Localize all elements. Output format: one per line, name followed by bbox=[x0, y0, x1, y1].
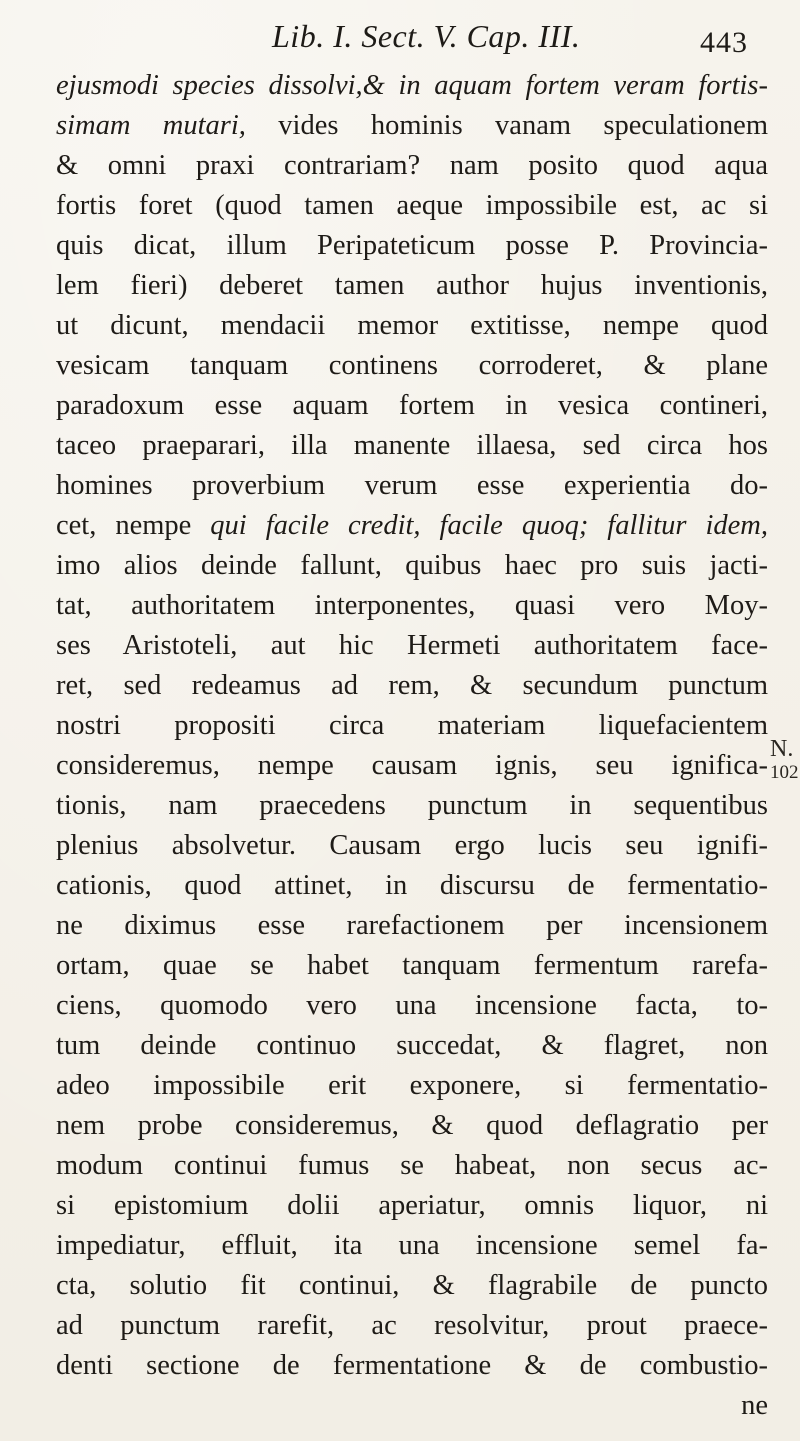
text-line bbox=[56, 826, 768, 866]
text-segment: vesicam tanquam continens corroderet, & plane bbox=[56, 350, 768, 381]
text-line bbox=[56, 426, 768, 466]
text-segment: vides hominis vanam speculationem bbox=[278, 110, 768, 141]
italic-text-segment: simam mutari, bbox=[56, 110, 279, 141]
text-line bbox=[56, 906, 768, 946]
text-line bbox=[56, 546, 768, 586]
italic-text-segment: ejusmodi species dissolvi,& in aquam fortem veram fortis- bbox=[56, 70, 768, 101]
text-line bbox=[56, 1226, 768, 1266]
text-line bbox=[56, 186, 768, 226]
text-segment: denti sectione de fermentatione & de combustio- bbox=[56, 1350, 768, 1381]
text-segment: taceo praeparari, illa manente illaesa, sed circa hos bbox=[56, 430, 768, 461]
text-line bbox=[56, 986, 768, 1026]
text-line bbox=[56, 386, 768, 426]
text-line bbox=[56, 1186, 768, 1226]
text-segment: imo alios deinde fallunt, quibus haec pro suis jacti- bbox=[56, 550, 768, 581]
text-segment: ne bbox=[741, 1390, 768, 1421]
text-line bbox=[56, 1386, 768, 1426]
text-segment: ortam, quae se habet tanquam fermentum rarefa- bbox=[56, 950, 768, 981]
text-line bbox=[56, 786, 768, 826]
text-line bbox=[56, 1106, 768, 1146]
text-line bbox=[56, 506, 768, 546]
running-head bbox=[0, 16, 800, 64]
text-segment: nostri propositi circa materiam liquefacientem bbox=[56, 710, 768, 741]
text-segment: plenius absolvetur. Causam ergo lucis seu ignifi- bbox=[56, 830, 768, 861]
text-segment: paradoxum esse aquam fortem in vesica contineri, bbox=[56, 390, 768, 421]
text-line bbox=[56, 106, 768, 146]
text-line bbox=[56, 586, 768, 626]
text-line bbox=[56, 1146, 768, 1186]
margin-note-number: 102 bbox=[770, 762, 799, 783]
text-line bbox=[56, 666, 768, 706]
text-segment: ut dicunt, mendacii memor extitisse, nempe quod bbox=[56, 310, 768, 341]
text-line bbox=[56, 706, 768, 746]
text-segment: adeo impossibile erit exponere, si fermentatio- bbox=[56, 1070, 768, 1101]
text-segment: homines proverbium verum esse experientia do- bbox=[56, 470, 768, 501]
text-segment: tat, authoritatem interponentes, quasi vero Moy- bbox=[56, 590, 768, 621]
text-line bbox=[56, 1026, 768, 1066]
text-line bbox=[56, 1266, 768, 1306]
running-title: Lib. I. Sect. V. Cap. III. bbox=[272, 18, 581, 54]
text-segment: quis dicat, illum Peripateticum posse P. Provincia- bbox=[56, 230, 768, 261]
text-line bbox=[56, 946, 768, 986]
text-segment: si epistomium dolii aperiatur, omnis liquor, ni bbox=[56, 1190, 768, 1221]
text-segment: ses Aristoteli, aut hic Hermeti authoritatem face- bbox=[56, 630, 768, 661]
text-segment: modum continui fumus se habeat, non secus ac- bbox=[56, 1150, 768, 1181]
text-line bbox=[56, 66, 768, 106]
body-text bbox=[56, 66, 768, 1426]
text-segment: consideremus, nempe causam ignis, seu ignifica- bbox=[56, 750, 768, 781]
text-line bbox=[56, 266, 768, 306]
text-segment: ad punctum rarefit, ac resolvitur, prout praece- bbox=[56, 1310, 768, 1341]
text-line bbox=[56, 466, 768, 506]
text-line bbox=[56, 1306, 768, 1346]
text-segment: tum deinde continuo succedat, & flagret, non bbox=[56, 1030, 768, 1061]
text-line bbox=[56, 1346, 768, 1386]
text-segment: cet, nempe bbox=[56, 510, 211, 541]
text-line bbox=[56, 346, 768, 386]
text-segment: lem fieri) deberet tamen author hujus inventionis, bbox=[56, 270, 768, 301]
text-segment: cta, solutio fit continui, & flagrabile de puncto bbox=[56, 1270, 768, 1301]
text-segment: ciens, quomodo vero una incensione facta, to- bbox=[56, 990, 768, 1021]
text-segment: cationis, quod attinet, in discursu de fermentatio- bbox=[56, 870, 768, 901]
text-line bbox=[56, 226, 768, 266]
text-line bbox=[56, 306, 768, 346]
text-line bbox=[56, 1066, 768, 1106]
text-line bbox=[56, 866, 768, 906]
text-line bbox=[56, 626, 768, 666]
text-segment: fortis foret (quod tamen aeque impossibile est, ac si bbox=[56, 190, 768, 221]
text-line bbox=[56, 746, 768, 786]
page-number: 443 bbox=[700, 26, 748, 59]
italic-text-segment: qui facile credit, facile quoq; fallitur idem, bbox=[210, 510, 768, 541]
text-segment: nem probe consideremus, & quod deflagratio per bbox=[56, 1110, 768, 1141]
text-segment: tionis, nam praecedens punctum in sequentibus bbox=[56, 790, 768, 821]
text-segment: ret, sed redeamus ad rem, & secundum punctum bbox=[56, 670, 768, 701]
text-segment: ne diximus esse rarefactionem per incensionem bbox=[56, 910, 768, 941]
text-segment: & omni praxi contrariam? nam posito quod aqua bbox=[56, 150, 768, 181]
text-segment: impediatur, effluit, ita una incensione semel fa- bbox=[56, 1230, 768, 1261]
margin-note-letter: N. bbox=[770, 736, 794, 762]
text-line bbox=[56, 146, 768, 186]
